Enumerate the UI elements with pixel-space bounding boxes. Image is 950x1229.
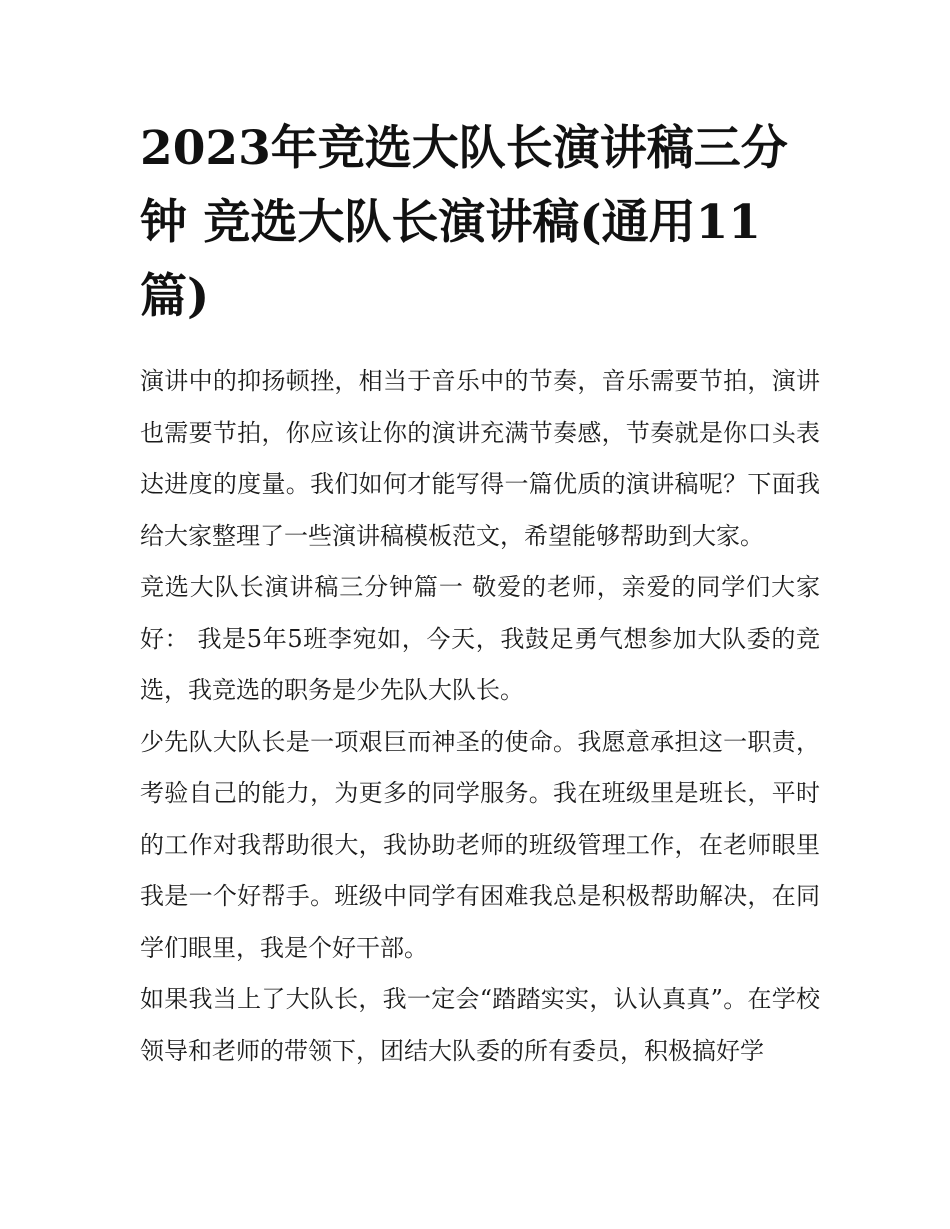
paragraph-promise: 如果我当上了大队长，我一定会“踏踏实实，认认真真”。在学校领导和老师的带领下，团结大队委的所有委员，积极搞好学 (140, 985, 820, 1065)
document-title: 2023年竞选大队长演讲稿三分钟 竞选大队长演讲稿(通用11篇) (140, 121, 788, 324)
paragraph-responsibility: 少先队大队长是一项艰巨而神圣的使命。我愿意承担这一职责，考验自己的能力，为更多的同学服务。我在班级里是班长，平时的工作对我帮助很大，我协助老师的班级管理工作，在老师眼里我是一个好帮手。班级中同学有困难我总是积极帮助解决，在同学们眼里，我是个好干部。 (140, 727, 820, 962)
paragraph-speech-opening: 竞选大队长演讲稿三分钟篇一 敬爱的老师，亲爱的同学们大家好： 我是5年5班李宛如，今天，我鼓足勇气想参加大队委的竞选，我竞选的职务是少先队大队长。 (140, 573, 820, 704)
document-body (140, 356, 820, 1077)
paragraph-intro: 演讲中的抑扬顿挫，相当于音乐中的节奏，音乐需要节拍，演讲也需要节拍，你应该让你的演讲充满节奏感，节奏就是你口头表达进度的度量。我们如何才能写得一篇优质的演讲稿呢？下面我给大家整理了一些演讲稿模板范文，希望能够帮助到大家。 (140, 367, 820, 550)
